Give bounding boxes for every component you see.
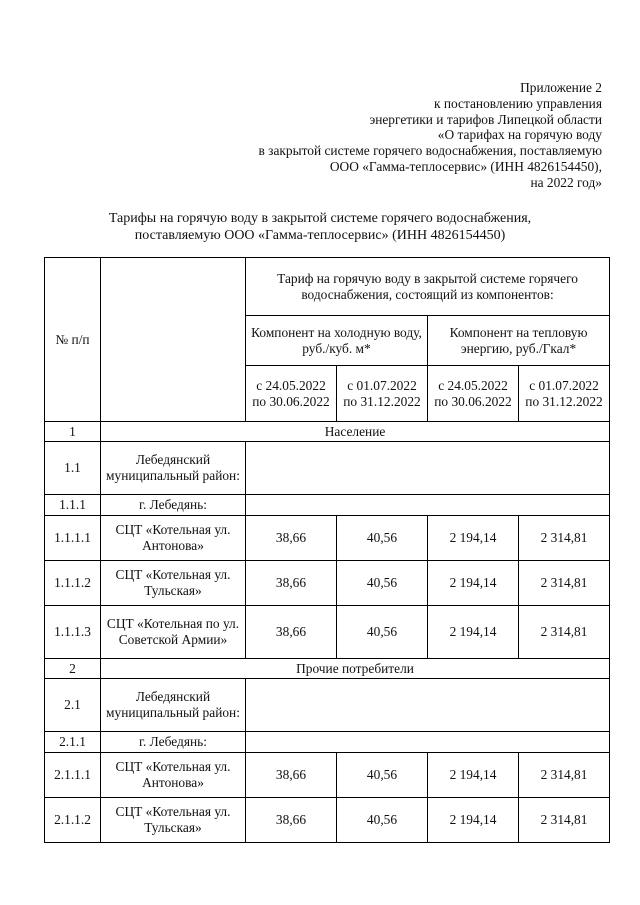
appendix-line: ООО «Гамма-теплосервис» (ИНН 4826154450), — [329, 158, 602, 174]
row-number: 2.1 — [45, 679, 101, 732]
tariff-value: 38,66 — [246, 561, 337, 606]
tariff-value: 2 194,14 — [428, 561, 519, 606]
header-heat-component: Компонент на тепловую энергию, руб./Гкал* — [428, 316, 610, 366]
header-row — [45, 258, 610, 316]
row-name: г. Лебедянь: — [101, 732, 246, 753]
document-title — [0, 210, 640, 244]
row-number: 2 — [45, 659, 101, 679]
city-row — [45, 732, 610, 753]
row-name: СЦТ «Котельная ул. Антонова» — [101, 516, 246, 561]
tariff-value: 2 314,81 — [519, 516, 610, 561]
row-number: 1.1.1.3 — [45, 606, 101, 659]
row-name: СЦТ «Котельная ул. Тульская» — [101, 798, 246, 843]
header-period: с 01.07.2022 по 31.12.2022 — [337, 366, 428, 422]
header-period: с 01.07.2022 по 31.12.2022 — [519, 366, 610, 422]
row-number: 1.1 — [45, 442, 101, 495]
row-name: г. Лебедянь: — [101, 495, 246, 516]
row-number: 1.1.1.1 — [45, 516, 101, 561]
tariff-value: 40,56 — [337, 753, 428, 798]
tariff-value: 2 314,81 — [519, 798, 610, 843]
empty-cell — [246, 442, 610, 495]
row-number: 1.1.1.2 — [45, 561, 101, 606]
appendix-line: энергетики и тарифов Липецкой области — [369, 111, 602, 127]
table-row — [45, 753, 610, 798]
empty-cell — [246, 732, 610, 753]
header-period: с 24.05.2022 по 30.06.2022 — [246, 366, 337, 422]
appendix-line: Приложение 2 — [520, 80, 602, 95]
row-name: СЦТ «Котельная ул. Антонова» — [101, 753, 246, 798]
header-num: № п/п — [45, 258, 101, 422]
table-row — [45, 561, 610, 606]
section-row — [45, 659, 610, 679]
district-row — [45, 679, 610, 732]
row-number: 1.1.1 — [45, 495, 101, 516]
tariff-value: 2 194,14 — [428, 516, 519, 561]
title-line: поставляемую ООО «Гамма-теплосервис» (ИНН 4826154450) — [134, 228, 506, 243]
appendix-line: к постановлению управления — [433, 95, 602, 111]
tariff-value: 40,56 — [337, 516, 428, 561]
row-number: 1 — [45, 422, 101, 442]
header-main: Тариф на горячую воду в закрытой системе горячего водоснабжения, состоящий из компонентов: — [246, 258, 610, 316]
tariff-value: 40,56 — [337, 606, 428, 659]
tariff-value: 38,66 — [246, 798, 337, 843]
appendix-block — [182, 80, 602, 191]
appendix-line: в закрытой системе горячего водоснабжения, поставляемую — [258, 143, 602, 159]
district-row — [45, 442, 610, 495]
tariff-value: 40,56 — [337, 798, 428, 843]
row-name: СЦТ «Котельная ул. Тульская» — [101, 561, 246, 606]
appendix-line: на 2022 год» — [530, 174, 602, 190]
tariff-value: 2 194,14 — [428, 606, 519, 659]
tariff-value: 40,56 — [337, 561, 428, 606]
tariff-value: 2 314,81 — [519, 753, 610, 798]
title-line: Тарифы на горячую воду в закрытой системе горячего водоснабжения, — [108, 211, 532, 226]
header-name-cell — [101, 258, 246, 422]
tariff-value: 2 194,14 — [428, 798, 519, 843]
section-row — [45, 422, 610, 442]
appendix-line: «О тарифах на горячую воду — [437, 127, 602, 143]
header-period: с 24.05.2022 по 30.06.2022 — [428, 366, 519, 422]
row-name: Лебедянский муниципальный район: — [101, 679, 246, 732]
row-number: 2.1.1.1 — [45, 753, 101, 798]
tariff-value: 2 314,81 — [519, 561, 610, 606]
tariff-value: 38,66 — [246, 516, 337, 561]
city-row — [45, 495, 610, 516]
section-title: Прочие потребители — [101, 659, 610, 679]
header-cold-component: Компонент на холодную воду, руб./куб. м* — [246, 316, 428, 366]
row-number: 2.1.1 — [45, 732, 101, 753]
section-title: Население — [101, 422, 610, 442]
table-row — [45, 606, 610, 659]
row-name: Лебедянский муниципальный район: — [101, 442, 246, 495]
row-number: 2.1.1.2 — [45, 798, 101, 843]
tariff-value: 2 314,81 — [519, 606, 610, 659]
tariff-value: 38,66 — [246, 753, 337, 798]
tariff-table — [44, 257, 610, 843]
empty-cell — [246, 679, 610, 732]
row-name: СЦТ «Котельная по ул. Советской Армии» — [101, 606, 246, 659]
empty-cell — [246, 495, 610, 516]
table-row — [45, 516, 610, 561]
table-row — [45, 798, 610, 843]
tariff-value: 38,66 — [246, 606, 337, 659]
tariff-value: 2 194,14 — [428, 753, 519, 798]
